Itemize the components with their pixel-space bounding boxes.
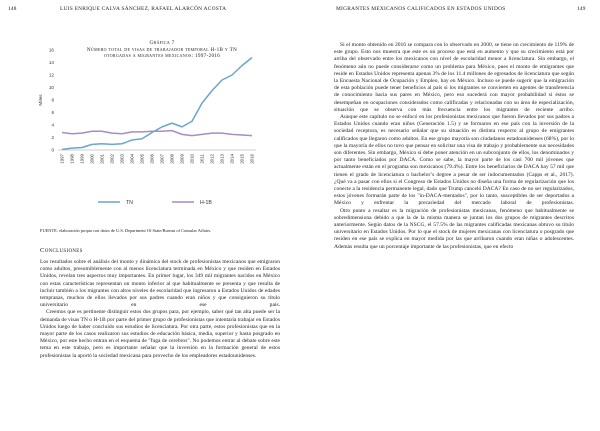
y-tick-label: 0	[51, 147, 54, 153]
y-tick-label: 8	[51, 97, 54, 103]
x-tick-label: 2000	[89, 154, 95, 164]
figure-label: Gráfica 7	[149, 40, 175, 46]
paragraph: Otro punto a resaltar es la migración de profesionistas mexicanas, fenómeno que habitualmente se sobredimensiona debido a que la de la misma manera se juntan los dos grupos de migrantes descritos anteriormente. Según datos de la NSCG, el 57.5% de las migrantes calificadas mexicanas obtuvo su título universitario en Estados Unidos. Por lo que el stock de mujeres mexicanas con licenciatura o posgrado que residen en ese país se explica en mayor medida por las que arribaron cuando eran niñas o adolescentes. Además resulta que un porcentaje importante de las profesionistas, que en efecto	[334, 207, 574, 250]
x-tick-label: 2001	[99, 154, 105, 164]
x-tick-label: 2013	[219, 154, 225, 164]
legend-label: TN	[126, 199, 133, 206]
x-tick-label: 2003	[119, 154, 125, 164]
paragraph: Los resultados sobre el análisis del monto y dinámica del stock de profesionistas mexicanos que emigraron como adultos, presumiblemente con al menos licenciatura terminada en México y que residen en Estados Unidos, revelan tres aspectos muy importantes. En primer lugar, los 349 mil migrantes nacidos en México con estas características representan un monto inferior al que habitualmente se presenta y que resulta de incluir también a los migrantes con altos niveles de escolaridad que ingresaron a Estados Unidos de edades tempranas, muchos de ellos llevados por sus padres cuando eran niños y que consiguieron su título universitario en ese país.	[40, 259, 280, 309]
left-body-text	[40, 259, 280, 360]
x-tick-label: 2012	[209, 154, 215, 164]
y-tick-label: 12	[48, 72, 54, 78]
figure-title-line2: otorgadas a migrantes mexicanos: 1997-2016	[103, 53, 221, 60]
x-tick-label: 1997	[59, 154, 65, 164]
paragraph: Creemos que es pertinente distinguir estos dos grupos para, por ejemplo, saber qué tan alta puede ser la demanda de visas TN o H-1B por parte del primer grupo de profesionistas que intentaría trabajar en Estados Unidos luego de haber concluido sus estudios de licenciatura. Por otra parte, estos profesionistas que en la mayor parte de los casos realizaron sus estudios de educación básica, media, superior y hasta posgrado en México, por este hecho entran en el esquema de "fuga de cerebros". No podemos entrar al debate sobre este tema en este trabajo, pero es importante señalar que la inversión en la formación general de estos profesionistas la aportó la sociedad mexicana para provecho de los empleadores estadounidenses.	[40, 309, 280, 359]
paragraph: Si el monto obtenido en 2016 se compara con lo observado en 2000, se tiene un crecimiento de 119% de este grupo. Esto nos muestra que este es un proceso que está en aumento y que su crecimiento está por arriba del observado entre los mexicanos con nivel de escolaridad menor a licenciatura. Sin embargo, el fenómeno aún no puede considerarse como un problema para México, pues el monto de emigrantes que reside en Estados Unidos representa apenas 3% de los 11.4 millones de egresados de licenciatura que según la Encuesta Nacional de Ocupación y Empleo, hay en México. Incluso se puede sugerir que la emigración de esta población puede tener beneficios al país si los migrantes se convierten en agentes de transferencia de conocimiento hacia sus pares en México, pero eso sucederá con mayor probabilidad si éstos se desempeñan en ocupaciones considerados como calificadas y relacionadas con su área de especialización, situación que se observa con más frecuencia entre los migrantes de reciente arribo.	[334, 42, 574, 113]
y-tick-label: 14	[48, 60, 54, 66]
legend-label: H-1B	[200, 199, 212, 206]
series-line-h1b	[62, 131, 252, 136]
x-tick-label: 2002	[109, 154, 115, 164]
figure-title-line1: Número total de visas de trabajador temporal H-1B y TN	[86, 46, 238, 53]
right-page-number: 149	[577, 6, 586, 12]
x-tick-label: 2004	[129, 154, 135, 164]
x-tick-label: 2015	[239, 154, 245, 164]
x-tick-label: 1998	[69, 154, 75, 164]
left-page-number: 148	[8, 6, 17, 12]
line-chart	[36, 42, 272, 226]
section-heading: Conclusiones	[40, 247, 83, 254]
y-tick-label: 6	[51, 110, 54, 116]
x-tick-label: 2005	[139, 154, 145, 164]
x-tick-label: 2010	[189, 154, 195, 164]
x-tick-label: 1999	[79, 154, 85, 164]
y-tick-label: 10	[48, 85, 54, 91]
left-running-head: LUIS ENRIQUE CALVA SÁNCHEZ, RAFAEL ALARCÓN ACOSTA	[60, 6, 227, 12]
x-tick-label: 2008	[169, 154, 175, 164]
x-tick-label: 2014	[229, 154, 235, 164]
y-tick-label: 16	[48, 47, 54, 53]
paragraph: Aunque este capítulo no se enfocó en los profesionistas mexicanos que fueron llevados por sus padres a Estados Unidos cuando eran niños (Generación 1.5) y se formaron en ese país con la inversión de la sociedad receptora, es necesario señalar que su situación es distinta respecto al grupo de emigrantes calificados que llegaron como adultos. En ese grupo mayoría son ciudadanos estadounidenses (68%), por lo que la mayoría de ellos no tuvo que pensar en solicitar una visa de trabajo y probablemente sus necesidades son diferentes. Sin embargo, México sí debe poner atención en un subconjunto de ellos, los denominados y por tanto beneficiados por DACA. Como se sabe, la mayor parte de los casi 700 mil jóvenes que actualmente están en el programa son mexicanos (79.4%). Entre los beneficiarios de DACA hay 57 mil que tienen el grado de licenciatura o bachelor’s degree a pesar de ser indocumentados (Capps et al., 2017). ¿Qué va a pasar con ellos si el Congreso de Estados Unidos no diseña una forma de regularización que los conecte a la residencia permanente legal, dado que Trump canceló DACA? En caso de no ser regularizados, estos jóvenes formarán parte de los "in-DACA-mentados", por lo tanto, susceptibles de ser deportados a México y enfrentar la precariedad del mercado laboral de profesionistas.	[334, 114, 574, 207]
x-tick-label: 2009	[179, 154, 185, 164]
right-running-head: MIGRANTES MEXICANOS CALIFICADOS EN ESTADOS UNIDOS	[336, 6, 506, 12]
figure-source: FUENTE: elaboración propia con datos de U.S. Department Of State/Bureau of Consular Affairs.	[40, 228, 212, 233]
x-tick-label: 2016	[249, 154, 255, 164]
x-tick-label: 2011	[199, 154, 205, 164]
x-tick-label: 2007	[159, 154, 165, 164]
series-line-tn	[62, 58, 252, 150]
y-tick-label: 2	[51, 135, 54, 141]
right-body-text	[334, 42, 574, 251]
y-axis-label: Miles	[39, 94, 44, 106]
x-tick-label: 2006	[149, 154, 155, 164]
y-tick-label: 4	[51, 122, 54, 128]
